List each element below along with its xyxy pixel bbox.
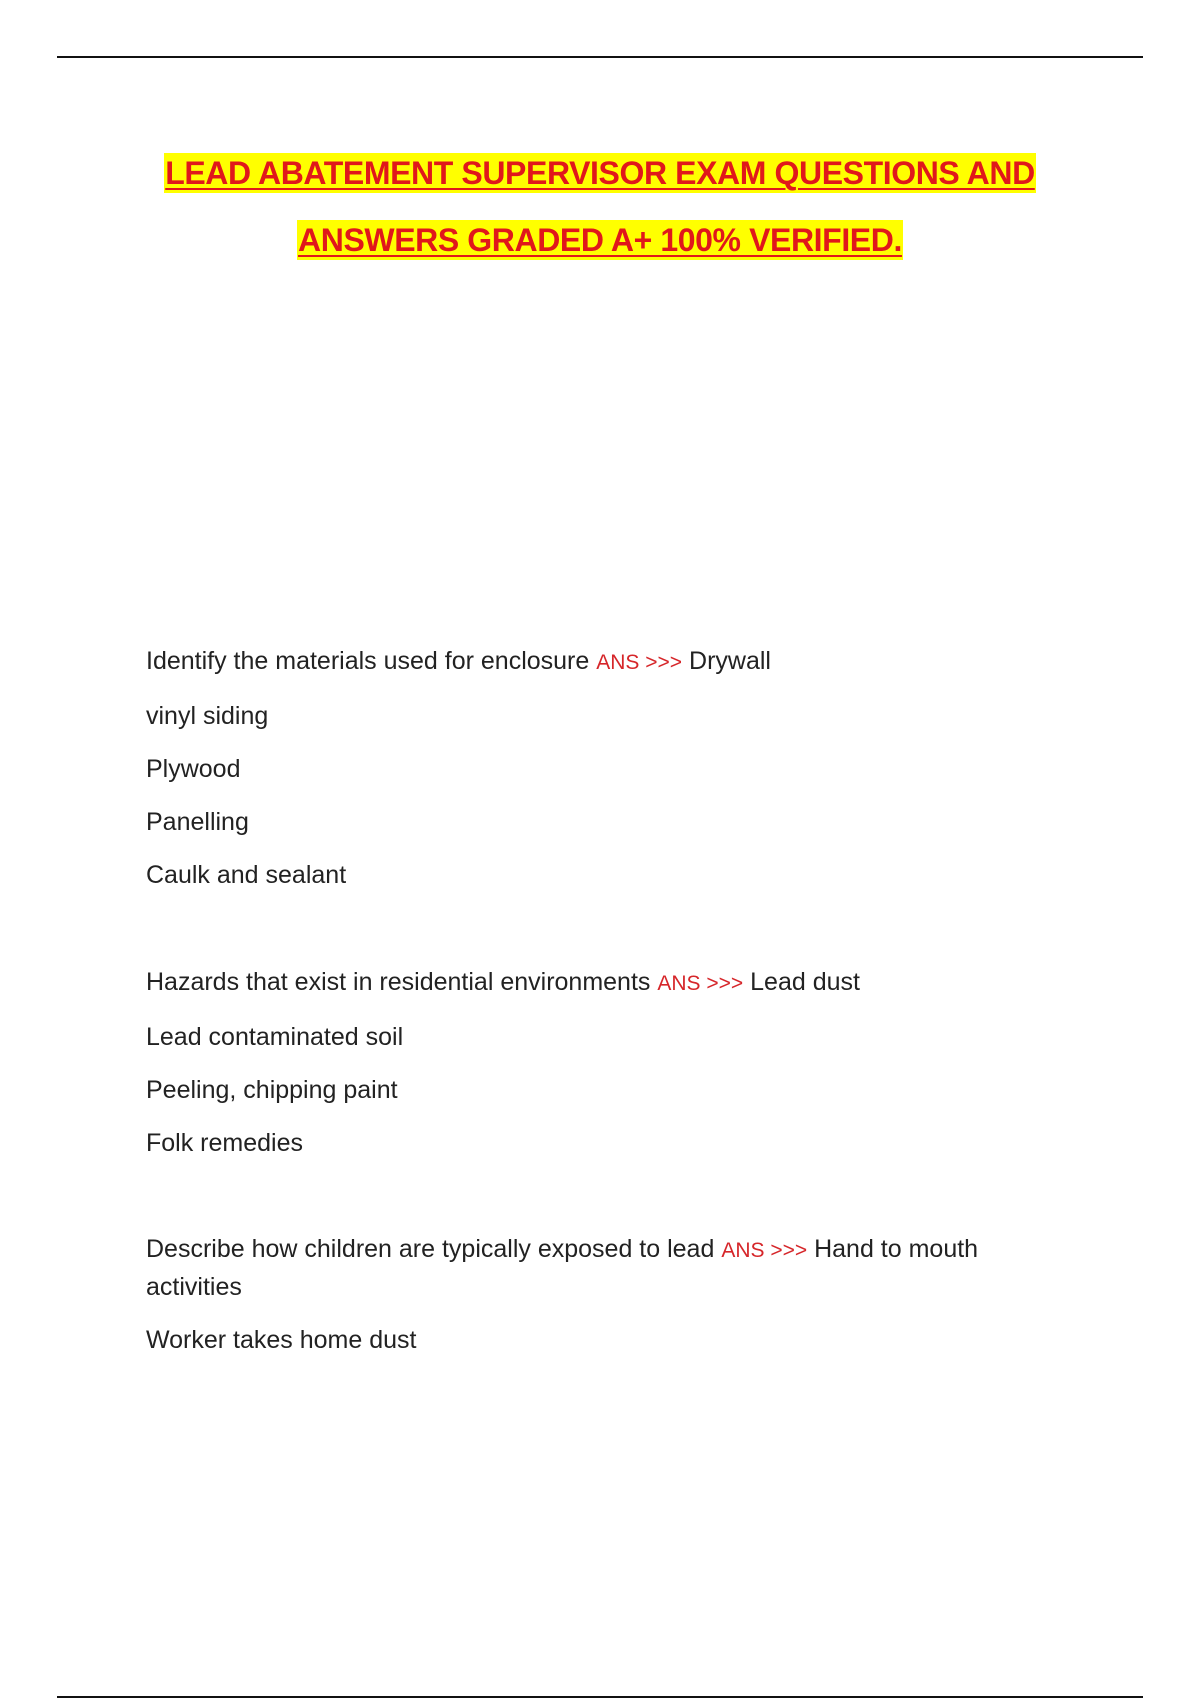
bottom-rule: [57, 1696, 1143, 1698]
qa-item-residential-hazards: [146, 964, 1026, 1178]
qa-item-child-exposure: [146, 1231, 1026, 1375]
answer-line: Worker takes home dust: [146, 1326, 417, 1354]
question-text: Hazards that exist in residential environments: [146, 968, 651, 996]
top-rule: [57, 56, 1143, 58]
question-text: Identify the materials used for enclosure: [146, 647, 590, 675]
answer-text: Hand to mouth activities: [146, 1235, 979, 1301]
question-line: [146, 643, 1026, 681]
question-line: [146, 964, 1026, 1002]
answer-line: Peeling, chipping paint: [146, 1076, 398, 1104]
answer-marker: ANS >>>: [596, 651, 683, 674]
title-line-2: [0, 207, 1200, 274]
answer-text: Drywall: [689, 647, 771, 675]
question-line: [146, 1231, 1026, 1305]
document-title: [0, 140, 1200, 274]
title-line-1: [0, 140, 1200, 207]
answer-line: Panelling: [146, 808, 249, 836]
answer-marker: ANS >>>: [657, 972, 744, 995]
answer-line: Caulk and sealant: [146, 861, 347, 889]
title-text-2: ANSWERS GRADED A+ 100% VERIFIED.: [298, 222, 902, 258]
qa-item-enclosure-materials: [146, 643, 1026, 910]
answer-text: Lead dust: [750, 968, 860, 996]
answer-line: Folk remedies: [146, 1129, 303, 1157]
answer-line: Plywood: [146, 755, 241, 783]
answer-line: vinyl siding: [146, 702, 269, 730]
title-text-1: LEAD ABATEMENT SUPERVISOR EXAM QUESTIONS AND: [165, 155, 1035, 191]
question-text: Describe how children are typically exposed to lead: [146, 1235, 715, 1263]
answer-marker: ANS >>>: [721, 1239, 808, 1262]
answer-line: Lead contaminated soil: [146, 1023, 404, 1051]
